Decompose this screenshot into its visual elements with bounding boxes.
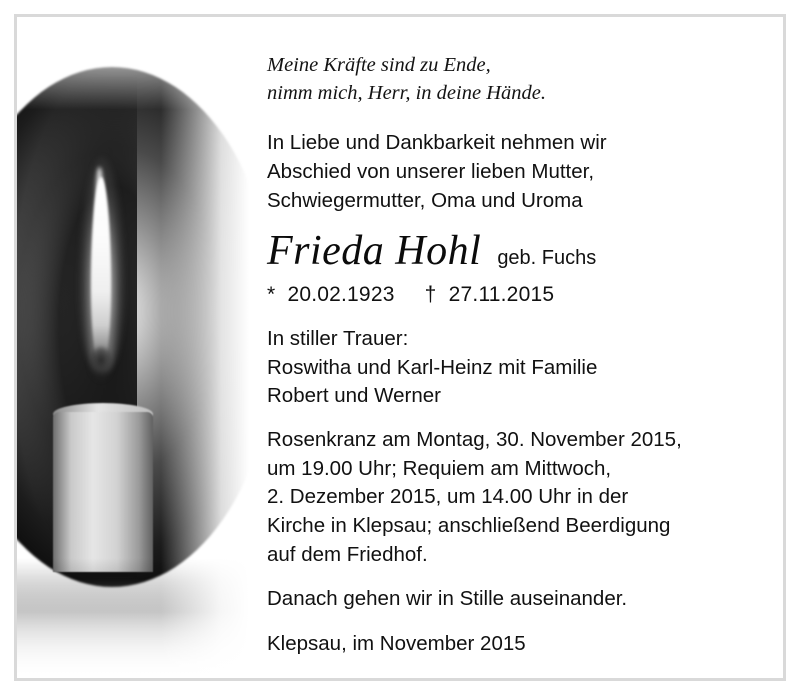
life-dates: [267, 283, 765, 307]
service-details: [267, 426, 765, 569]
verse-line: Meine Kräfte sind zu Ende,: [267, 54, 491, 76]
death-symbol: †: [424, 282, 437, 306]
birth-date: 20.02.1923: [287, 282, 395, 306]
intro-line: Abschied von unserer lieben Mutter,: [267, 159, 595, 183]
service-line: um 19.00 Uhr; Requiem am Mittwoch,: [267, 456, 612, 480]
place-and-date: [267, 630, 765, 659]
closing-note: [267, 585, 765, 614]
verse: [267, 51, 765, 108]
place-date-line: Klepsau, im November 2015: [267, 632, 526, 656]
mourner-line: Robert und Werner: [267, 384, 441, 408]
death-date: 27.11.2015: [448, 282, 555, 306]
intro-line: In Liebe und Dankbarkeit nehmen wir: [267, 130, 607, 154]
notice-frame: [14, 14, 786, 681]
service-line: Rosenkranz am Montag, 30. November 2015,: [267, 427, 682, 451]
maiden-name: geb. Fuchs: [497, 246, 597, 269]
intro-line: Schwiegermutter, Oma und Uroma: [267, 188, 583, 212]
birth-symbol: *: [267, 282, 276, 306]
intro-text: [267, 128, 765, 215]
service-line: auf dem Friedhof.: [267, 542, 428, 566]
mourner-line: Roswitha und Karl-Heinz mit Familie: [267, 355, 598, 379]
service-line: 2. Dezember 2015, um 14.00 Uhr in der: [267, 485, 629, 509]
verse-line: nimm mich, Herr, in deine Hände.: [267, 82, 546, 105]
mourners: [267, 325, 765, 411]
notice-text: [249, 17, 783, 678]
candle-photo: [17, 17, 249, 678]
deceased-name: Frieda Hohl: [267, 227, 482, 274]
service-line: Kirche in Klepsau; anschließend Beerdigung: [267, 514, 671, 538]
closing-line: Danach gehen wir in Stille auseinander.: [267, 587, 628, 611]
mourners-heading: In stiller Trauer:: [267, 326, 409, 350]
deceased-name-row: [267, 227, 765, 275]
candle-vignette: [17, 17, 249, 678]
